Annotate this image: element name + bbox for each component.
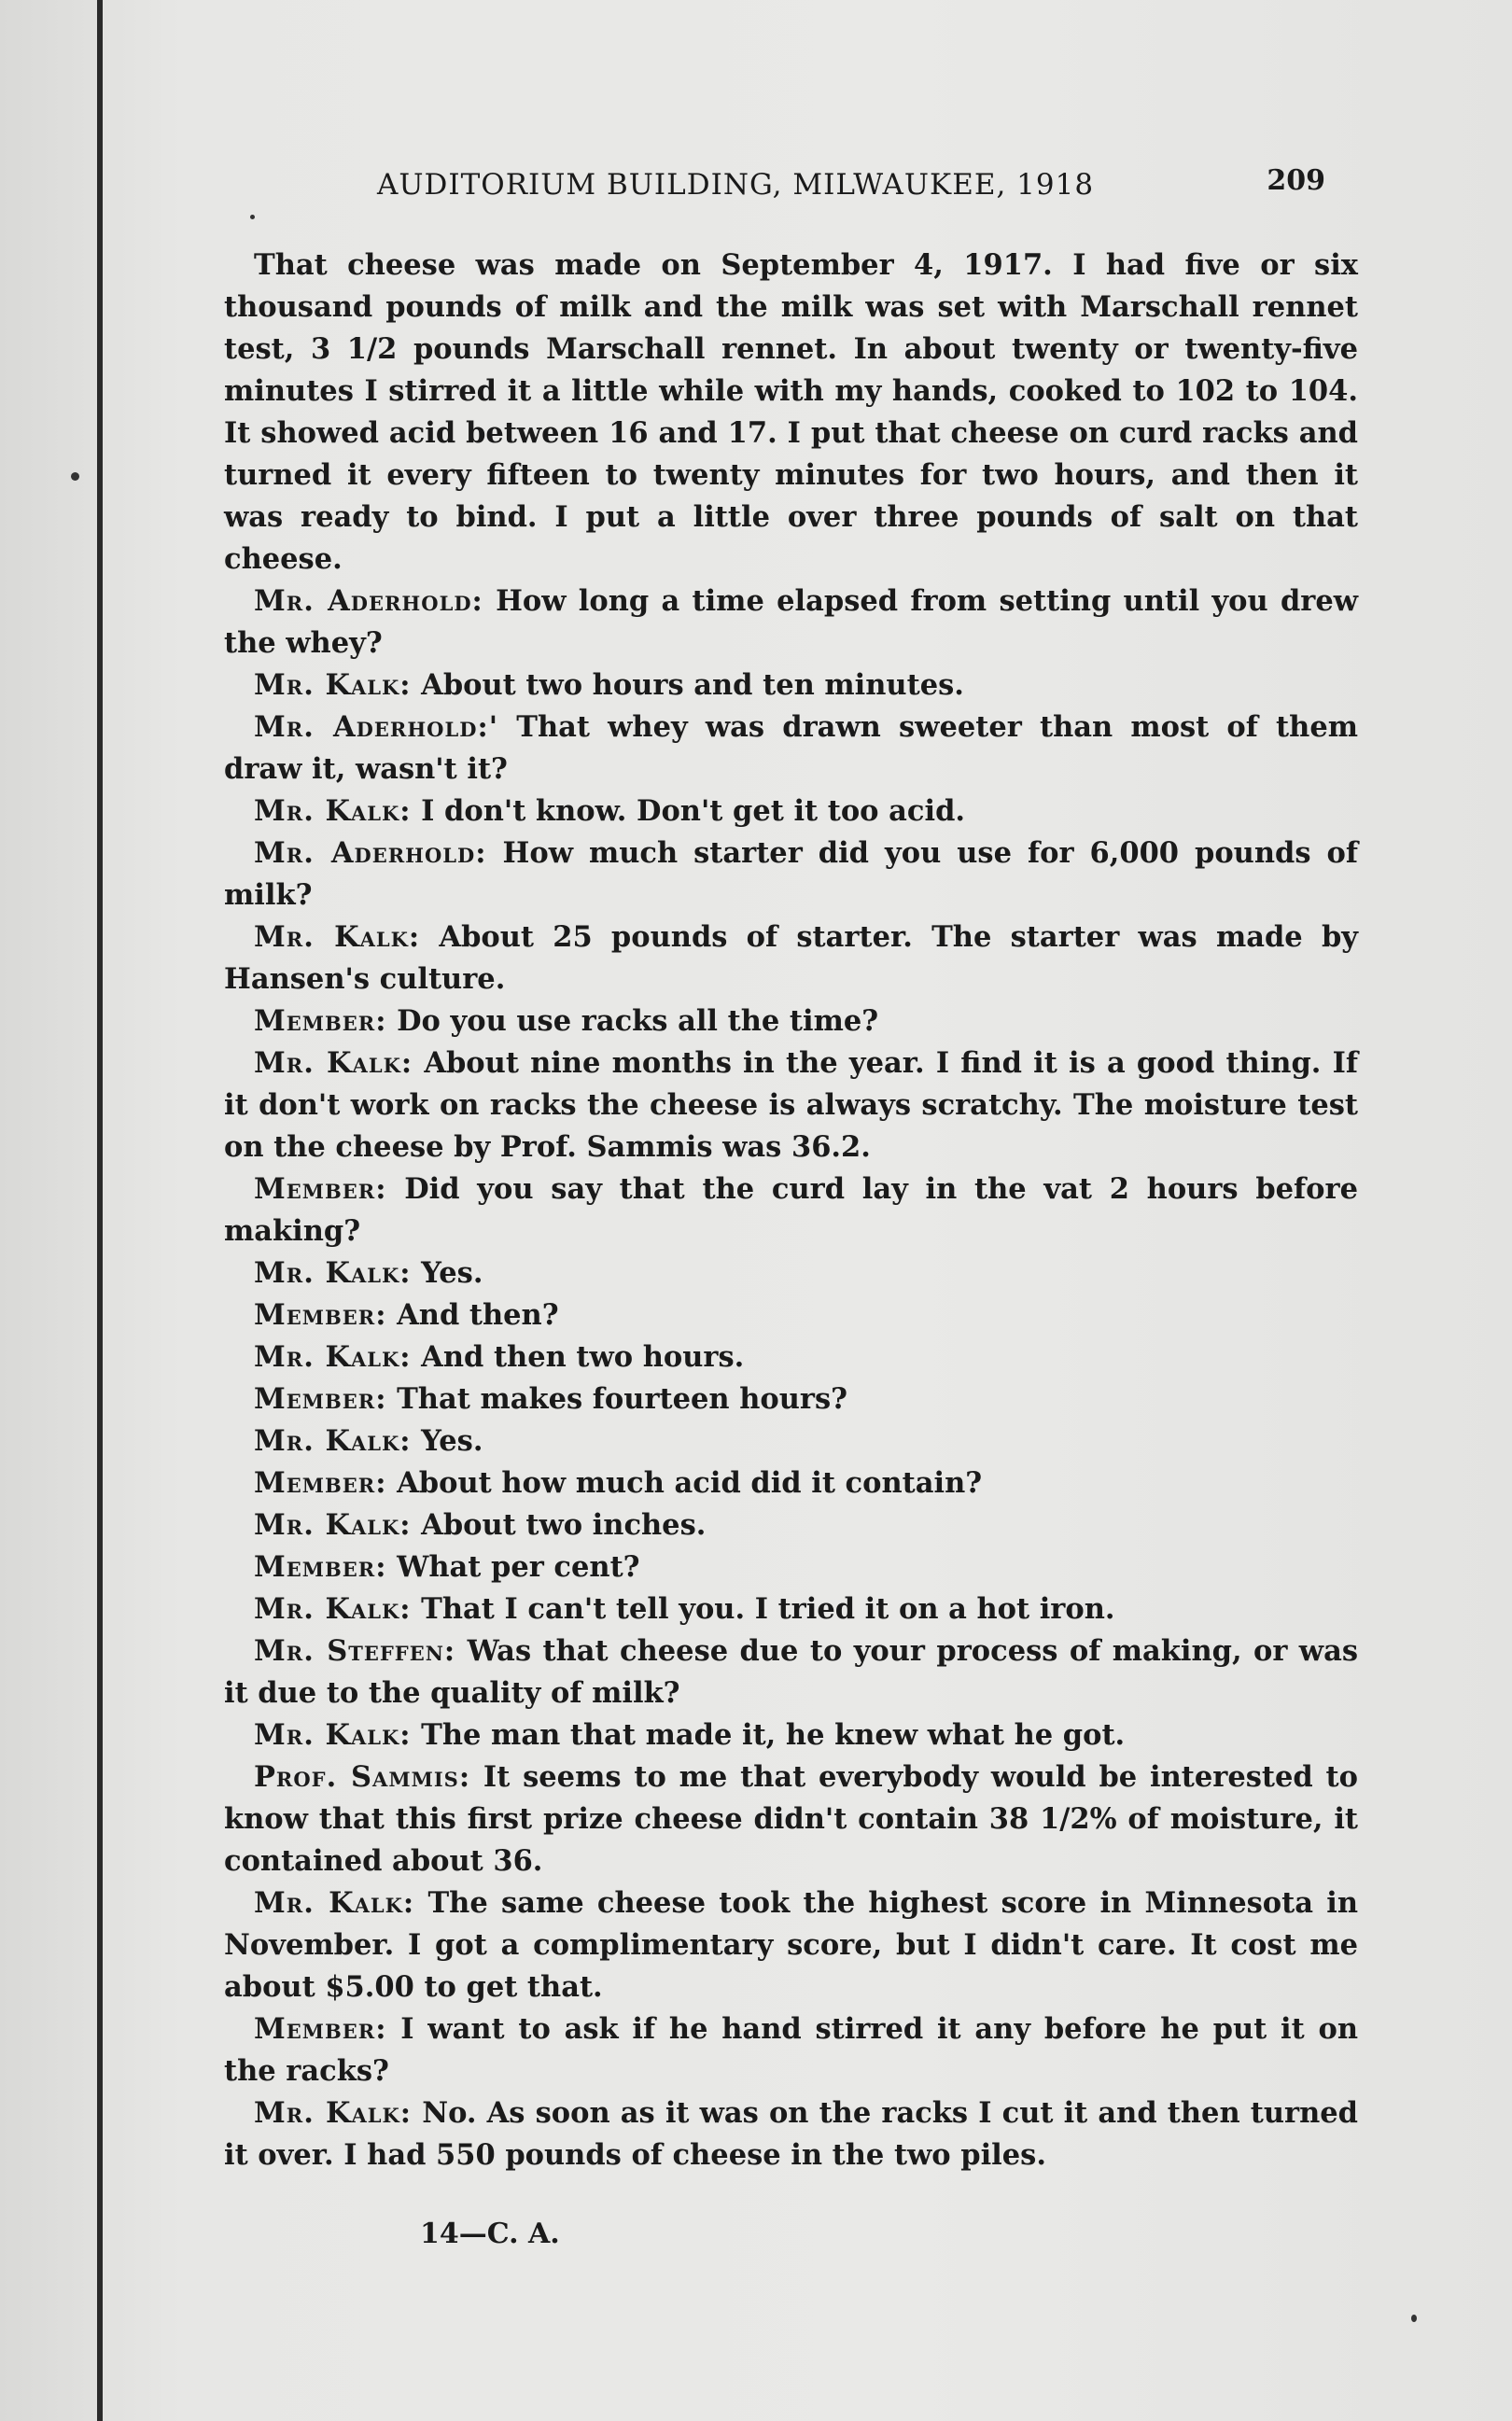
- speaker-name: Mr. Aderhold:: [254, 584, 483, 618]
- dialogue-entry: [224, 1378, 1358, 1420]
- speaker-name: Mr. Kalk:: [254, 920, 421, 954]
- speech-text: Do you use racks all the time?: [397, 1004, 879, 1038]
- dialogue-entry: [224, 1546, 1358, 1588]
- speech-text: The man that made it, he knew what he got.: [421, 1718, 1126, 1752]
- page-header: [224, 164, 1325, 220]
- speaker-name: Member:: [254, 1172, 387, 1206]
- speaker-name: Mr. Kalk:: [254, 1886, 415, 1920]
- dialogue-entry: [224, 1588, 1358, 1630]
- speaker-name: Mr. Kalk:: [254, 1508, 412, 1542]
- dialogue-entry: [224, 1504, 1358, 1546]
- speaker-name: Mr. Kalk:: [254, 1424, 412, 1458]
- speech-text: Yes.: [421, 1424, 483, 1458]
- dialogue-entry: [224, 2092, 1358, 2176]
- dialogue-entry: [224, 2008, 1358, 2092]
- margin-speck: [1411, 2315, 1417, 2322]
- speaker-name: Member:: [254, 1298, 387, 1332]
- dialogue-entry: [224, 1043, 1358, 1169]
- running-head: AUDITORIUM BUILDING, MILWAUKEE, 1918: [377, 168, 1095, 202]
- speaker-name: Mr. Aderhold:: [254, 836, 487, 870]
- body-text: [224, 245, 1358, 2176]
- speech-text: That makes fourteen hours?: [397, 1382, 848, 1416]
- dialogue-entry: [224, 1169, 1358, 1252]
- speech-text: About nine months in the year. I find it is a good thing. If it don't work on racks the cheese is always scratchy. The moisture test on the cheese by Prof. Sammis was 36.2.: [224, 1046, 1359, 1164]
- dialogue-entry: [224, 1294, 1358, 1336]
- dialogue-entry: [224, 1420, 1358, 1462]
- speech-text: How long a time elapsed from setting until you drew the whey?: [224, 584, 1358, 660]
- speech-text: The same cheese took the highest score in Minnesota in November. I got a complimentary score, but I didn't care. It cost me about $5.00 to get that.: [224, 1886, 1359, 2004]
- speaker-name: Mr. Aderhold:': [254, 710, 499, 744]
- dialogue-entry: [224, 1336, 1358, 1378]
- dialogue-entry: [224, 1462, 1358, 1504]
- dialogue-entry: [224, 1630, 1358, 1714]
- speaker-name: Mr. Kalk:: [254, 1046, 413, 1080]
- dialogue: [224, 581, 1358, 2176]
- speaker-name: Member:: [254, 2012, 387, 2046]
- speech-text: It seems to me that everybody would be interested to know that this first prize cheese didn't contain 38 1/2% of moisture, it contained about 36.: [224, 1760, 1358, 1878]
- speech-text: Did you say that the curd lay in the vat 2 hours before making?: [224, 1172, 1358, 1248]
- dialogue-entry: [224, 1882, 1358, 2008]
- speaker-name: Mr. Kalk:: [254, 794, 412, 828]
- dialogue-entry: [224, 1714, 1358, 1756]
- speech-text: That whey was drawn sweeter than most of them draw it, wasn't it?: [224, 710, 1358, 786]
- speaker-name: Member:: [254, 1550, 387, 1584]
- dialogue-entry: [224, 791, 1358, 833]
- margin-speck: [71, 472, 79, 481]
- speech-text: About 25 pounds of starter. The starter was made by Hansen's culture.: [224, 920, 1358, 996]
- speech-text: I don't know. Don't get it too acid.: [421, 794, 966, 828]
- speech-text: About two inches.: [421, 1508, 707, 1542]
- dialogue-entry: [224, 707, 1358, 791]
- speech-text: About how much acid did it contain?: [397, 1466, 983, 1500]
- speaker-name: Mr. Kalk:: [254, 2096, 413, 2130]
- speaker-name: Mr. Kalk:: [254, 1256, 412, 1290]
- dialogue-entry: [224, 917, 1358, 1001]
- speech-text: How much starter did you use for 6,000 pounds of milk?: [224, 836, 1358, 912]
- speech-text: Yes.: [421, 1256, 483, 1290]
- dialogue-entry: [224, 1001, 1358, 1043]
- intro-paragraph: That cheese was made on September 4, 1917. I had five or six thousand pounds of milk and the milk was set with Marschall rennet test, 3 1/2 pounds Marschall rennet. In about twenty or twenty-five minutes I stirred it a little while with my hands, cooked to 102 to 104. It showed acid between 16 and 17. I put that cheese on curd racks and turned it every fifteen to twenty minutes for two hours, and then it was ready to bind. I put a little over three pounds of salt on that cheese.: [224, 248, 1358, 576]
- speaker-name: Mr. Kalk:: [254, 1592, 412, 1626]
- speech-text: About two hours and ten minutes.: [421, 668, 964, 702]
- dialogue-entry: [224, 833, 1358, 917]
- speaker-name: Member:: [254, 1004, 387, 1038]
- page-number: 209: [1267, 164, 1325, 197]
- speaker-name: Prof. Sammis:: [254, 1760, 471, 1794]
- dialogue-entry: [224, 581, 1358, 665]
- speaker-name: Mr. Steffen:: [254, 1634, 456, 1668]
- speech-text: No. As soon as it was on the racks I cut it and then turned it over. I had 550 pounds of cheese in the two piles.: [224, 2096, 1358, 2172]
- speech-text: And then?: [397, 1298, 559, 1332]
- dialogue-entry: [224, 1756, 1358, 1882]
- speaker-name: Member:: [254, 1466, 387, 1500]
- speech-text: What per cent?: [397, 1550, 640, 1584]
- speech-text: Was that cheese due to your process of making, or was it due to the quality of milk?: [224, 1634, 1358, 1710]
- signature-mark: 14—C. A.: [420, 2218, 560, 2250]
- dialogue-entry: [224, 665, 1358, 707]
- speaker-name: Mr. Kalk:: [254, 1718, 412, 1752]
- speaker-name: Mr. Kalk:: [254, 668, 412, 702]
- speech-text: And then two hours.: [421, 1340, 745, 1374]
- margin-speck: [250, 215, 255, 219]
- speaker-name: Mr. Kalk:: [254, 1340, 412, 1374]
- speaker-name: Member:: [254, 1382, 387, 1416]
- speech-text: That I can't tell you. I tried it on a hot iron.: [421, 1592, 1115, 1626]
- speech-text: I want to ask if he hand stirred it any before he put it on the racks?: [224, 2012, 1358, 2088]
- binding-edge: [97, 0, 103, 2421]
- dialogue-entry: [224, 1252, 1358, 1294]
